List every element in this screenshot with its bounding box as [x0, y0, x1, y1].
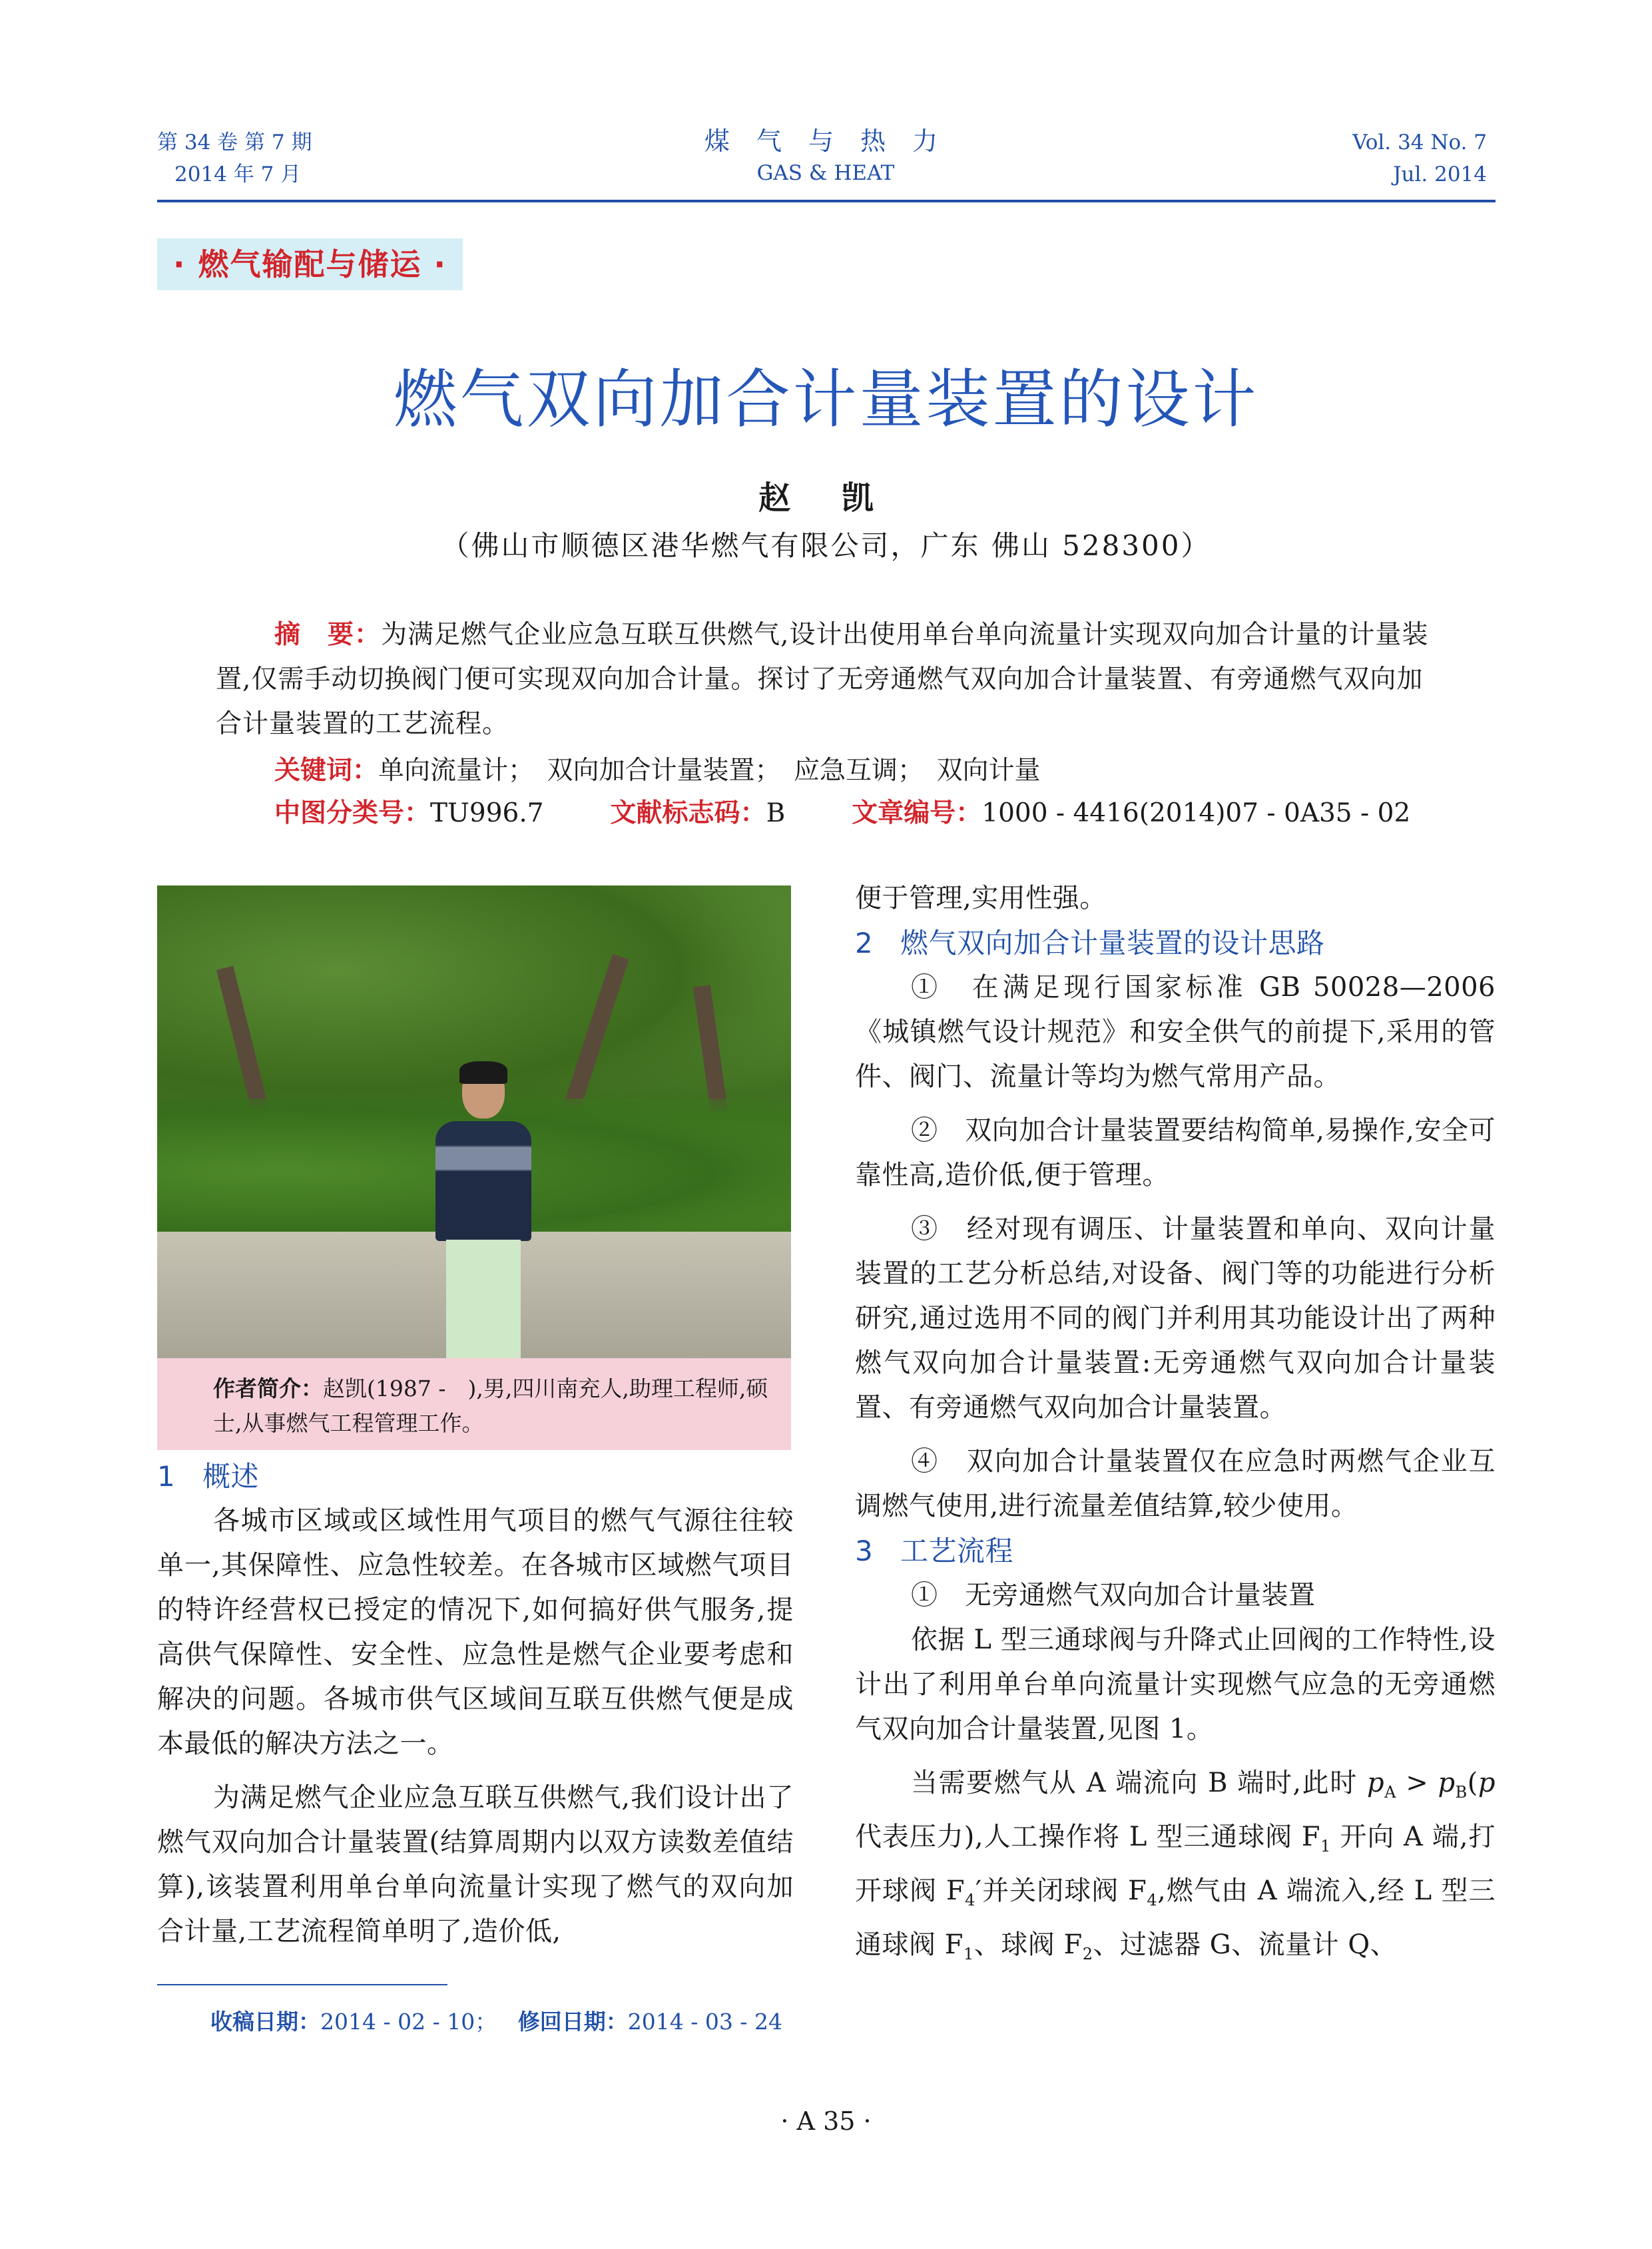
header-rule	[157, 200, 1496, 202]
header-issue	[157, 126, 490, 190]
footnote-rule	[157, 1984, 447, 1985]
right-column	[855, 876, 1496, 1977]
header-date-en: Jul. 2014	[1393, 162, 1487, 186]
author-bio-text: 赵凯(1987 - ),男,四川南充人,助理工程师,硕士,从事燃气工程管理工作。	[213, 1375, 768, 1436]
page-number: · A 35 ·	[780, 2107, 872, 2136]
list-item: ① 在满足现行国家标准 GB 50028—2006《城镇燃气设计规范》和安全供气的前提下,采用的管件、阀门、流量计等均为燃气常用产品。	[855, 972, 1496, 1092]
paragraph: 当需要燃气从 A 端流向 B 端时,此时 $p_A > p_B(p$代表压力),人工操作将 L 型三通球阀 $F_1$ 开向 A 端,打开球阀 $F_4'$并关闭球阀 $F_4$,燃气由 A 端流入,经 L 型三通球阀 $F_1$、球阀 $F_2$、过滤器 G、流量计 Q、	[855, 1768, 1496, 1963]
header-issue-en	[1154, 126, 1487, 190]
list-item: ② 双向加合计量装置要结构简单,易操作,安全可靠性高,造价低,便于管理。	[855, 1115, 1496, 1190]
doc-code-value: B	[766, 798, 786, 828]
paragraph: 各城市区域或区域性用气项目的燃气气源往往较单一,其保障性、应急性较差。在各城市区域燃气项目的特许经营权已授定的情况下,如何搞好供气服务,提高供气保障性、安全性、应急性是燃气企业要考虑和解决的问题。各城市供气区域间互联互供燃气便是成本最低的解决方法之一。	[157, 1505, 794, 1759]
abstract-label: 摘 要：	[274, 620, 382, 650]
section-title: 概述	[202, 1460, 260, 1493]
revised-date: 2014 - 03 - 24	[627, 2009, 782, 2035]
paper-title: 燃气双向加合计量装置的设计	[393, 362, 1259, 437]
header-journal	[692, 124, 959, 188]
section-tag: · 燃气输配与储运 ·	[157, 238, 463, 290]
author-bio	[157, 1358, 791, 1450]
section-number: 2	[855, 927, 874, 959]
header-volume-en: Vol. 34 No. 7	[1352, 130, 1487, 154]
doc-code-label: 文献标志码：	[610, 798, 766, 828]
article-no-value: 1000 - 4416(2014)07 - 0A35 - 02	[981, 798, 1411, 828]
journal-name-en: GAS & HEAT	[756, 161, 895, 185]
section-1-heading	[157, 1454, 794, 1499]
clc-value: TU996.7	[430, 798, 544, 828]
author-bio-label: 作者简介：	[213, 1375, 323, 1401]
footnote-dates	[210, 2005, 782, 2039]
classification	[274, 794, 1410, 834]
list-item: ③ 经对现有调压、计量装置和单向、双向计量装置的工艺分析总结,对设备、阀门等的功能进行分析研究,通过选用不同的阀门并利用其功能设计出了两种燃气双向加合计量装置:无旁通燃气双向加合计量装置、有旁通燃气双向加合计量装置。	[855, 1214, 1496, 1423]
photo-person	[423, 1065, 543, 1358]
paragraph: 为满足燃气企业应急互联互供燃气,我们设计出了燃气双向加合计量装置(结算周期内以双方读数差值结算),该装置利用单台单向流量计实现了燃气的双向加合计量,工艺流程简单明了,造价低,	[157, 1782, 794, 1947]
article-no-label: 文章编号：	[852, 798, 982, 828]
affiliation: （佛山市顺德区港华燃气有限公司，广东 佛山 528300）	[441, 529, 1211, 562]
keywords	[274, 751, 1041, 791]
paragraph-continued: 便于管理,实用性强。	[855, 883, 1107, 913]
journal-name-zh: 煤 气 与 热 力	[704, 126, 948, 156]
section-title: 工艺流程	[900, 1535, 1014, 1567]
clc-label: 中图分类号：	[274, 798, 431, 828]
abstract-text: 为满足燃气企业应急互联互供燃气,设计出使用单台单向流量计实现双向加合计量的计量装置,仅需手动切换阀门便可实现双向加合计量。探讨了无旁通燃气双向加合计量装置、有旁通燃气双向加合计量装置的工艺流程。	[216, 620, 1429, 739]
list-item: ④ 双向加合计量装置仅在应急时两燃气企业互调燃气使用,进行流量差值结算,较少使用。	[855, 1446, 1496, 1521]
keywords-text: 单向流量计； 双向加合计量装置； 应急互调； 双向计量	[378, 756, 1041, 786]
abstract	[216, 613, 1441, 746]
received-label: 收稿日期：	[210, 2009, 320, 2035]
abstract-paragraph	[216, 613, 1441, 746]
section-3-heading	[855, 1529, 1496, 1573]
author-name: 赵 凯	[758, 479, 894, 517]
header-volume: 第 34 卷 第 7 期	[157, 130, 312, 154]
section-2-heading	[855, 921, 1496, 965]
keywords-label: 关键词：	[274, 756, 379, 786]
header-date: 2014 年 7 月	[174, 162, 302, 186]
received-date: 2014 - 02 - 10；	[320, 2009, 497, 2035]
revised-label: 修回日期：	[517, 2009, 628, 2035]
paragraph: 依据 L 型三通球阀与升降式止回阀的工作特性,设计出了利用单台单向流量计实现燃气应急的无旁通燃气双向加合计量装置,见图 1。	[855, 1624, 1496, 1744]
subsection-heading: ① 无旁通燃气双向加合计量装置	[911, 1580, 1316, 1611]
left-column	[157, 1454, 794, 1954]
section-title: 燃气双向加合计量装置的设计思路	[900, 927, 1325, 959]
section-number: 3	[855, 1535, 874, 1567]
author-photo	[157, 885, 791, 1358]
section-number: 1	[157, 1460, 176, 1493]
